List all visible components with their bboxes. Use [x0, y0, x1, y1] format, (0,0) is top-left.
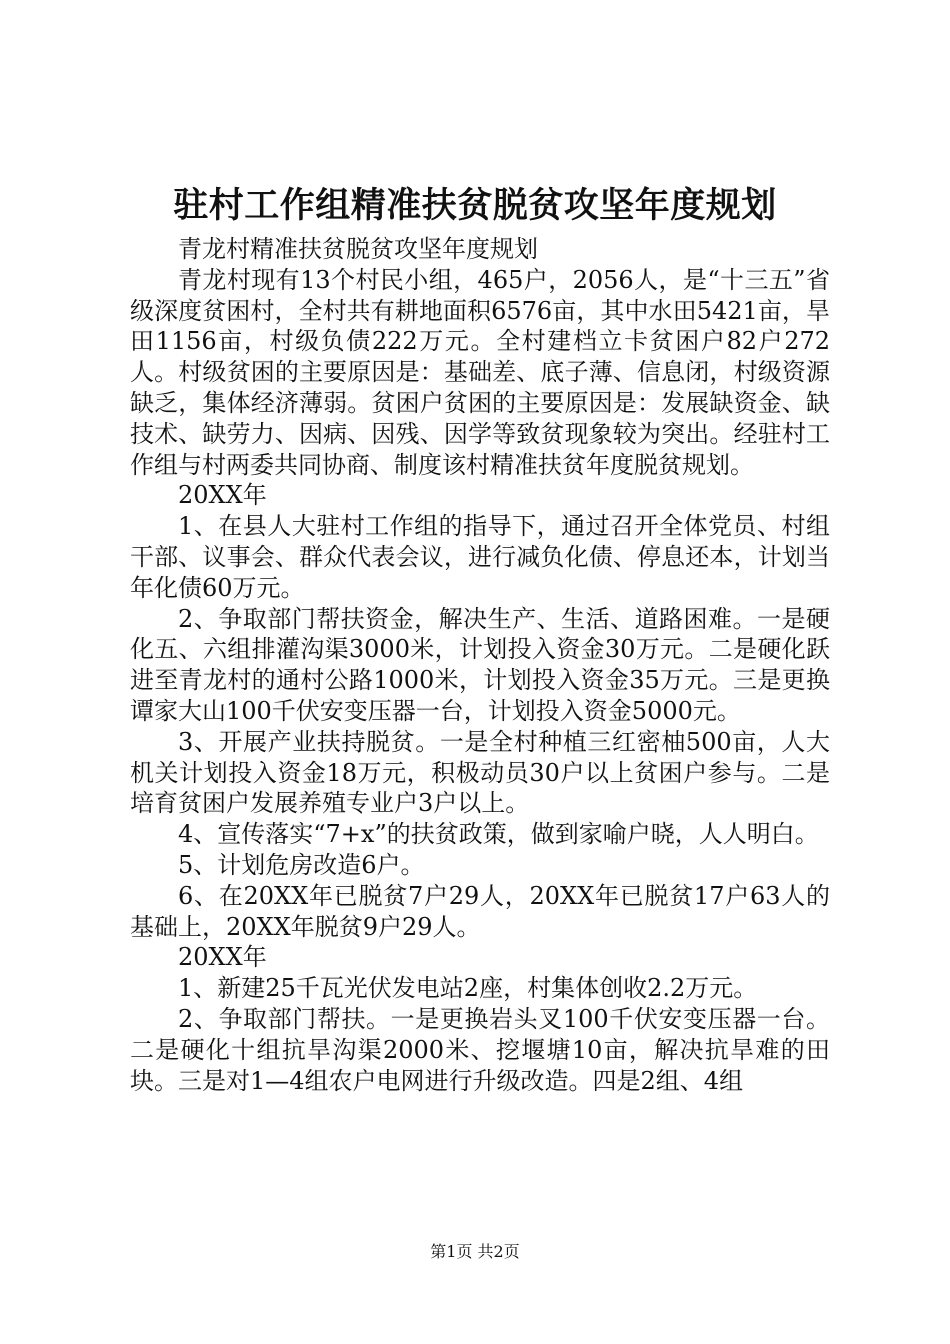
paragraph-year-heading: 20XX年 [178, 943, 267, 972]
paragraph-item: 1、在县人大驻村工作组的指导下，通过召开全体党员、村组干部、议事会、群众代表会议，进行减负化债、停息还本，计划当年化债60万元。 [130, 512, 830, 602]
page-footer: 第1页 共2页 [430, 1242, 520, 1261]
paragraph-item: 3、开展产业扶持脱贫。一是全村种植三红密柚500亩，人大机关计划投入资金18万元，积极动员30户以上贫困户参与。二是培育贫困户发展养殖专业户3户以上。 [130, 727, 830, 818]
paragraph-intro: 青龙村现有13个村民小组，465户，2056人，是“十三五”省级深度贫困村，全村共有耕地面积6576亩，其中水田5421亩，旱田1156亩，村级负债222万元。全村建档立卡贫困户82户272人。村级贫困的主要原因是：基础差、底子薄、信息闭，村级资源缺乏，集体经济薄弱。贫困户贫困的主要原因是：发展缺资金、缺技术、缺劳力、因病、因残、因学等致贫现象较为突出。经驻村工作组与村两委共同协商、制度该村精准扶贫年度脱贫规划。 [130, 265, 830, 479]
paragraph-year-heading: 20XX年 [178, 481, 267, 510]
paragraph-subtitle: 青龙村精准扶贫脱贫攻坚年度规划 [178, 235, 538, 263]
paragraph-item: 5、计划危房改造6户。 [178, 850, 425, 879]
paragraph-item: 6、在20XX年已脱贫7户29人，20XX年已脱贫17户63人的基础上，20XX年脱贫9户29人。 [130, 881, 830, 941]
paragraph-item: 4、宣传落实“7+x”的扶贫政策，做到家喻户晓，人人明白。 [178, 820, 819, 849]
paragraph-item: 2、争取部门帮扶。一是更换岩头叉100千伏安变压器一台。二是硬化十组抗旱沟渠2000米、挖堰塘10亩，解决抗旱难的田块。三是对1—4组农户电网进行升级改造。四是2组、4组 [130, 1004, 830, 1095]
document-body [130, 234, 830, 1096]
document-title: 驻村工作组精准扶贫脱贫攻坚年度规划 [173, 186, 777, 226]
paragraph-item: 2、争取部门帮扶资金，解决生产、生活、道路困难。一是硬化五、六组排灌沟渠3000米，计划投入资金30万元。二是硬化跃进至青龙村的通村公路1000米，计划投入资金35万元。三是更换谭家大山100千伏安变压器一台，计划投入资金5000元。 [130, 604, 830, 725]
paragraph-item: 1、新建25千瓦光伏发电站2座，村集体创收2.2万元。 [178, 974, 758, 1003]
